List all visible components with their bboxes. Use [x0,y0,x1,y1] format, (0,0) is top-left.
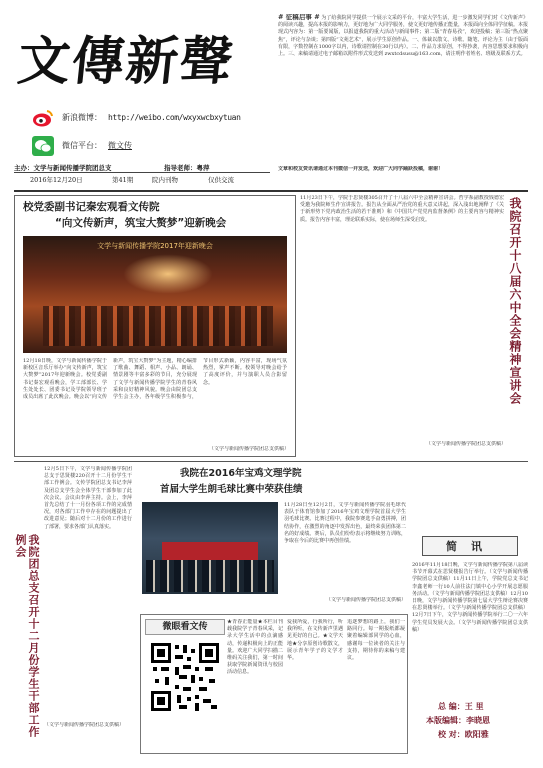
lead-body: 12月18日晚，文学与新闻传播学院于新校区音乐厅举办“向文传新声，筑宝大赘梦”2017年迎新晚会。校党委副书记秦宏观看晚会，学工部部长、学生处处长、团委书记及学院领导班子成员出席了此次晚会。晚会以“向文传新声，筑宝大赘梦”为主题，精心编排了歌曲、舞蹈、相声、小品、朗诵、情景剧等丰富多彩的节目，充分展现了文学与新闻传播学院学生的青春风采和良好精神风貌。晚会由院团总支学生会主办，各年级学生积极参与，节目形式新颖，内容丰富，现场气氛热烈，掌声不断。校领导对晚会给予了高度评价，并与演职人员合影留念。 [23,358,287,401]
issue-info [30,176,270,186]
masthead-rule [14,172,270,173]
mid-center-headline-2: 首届大学生朗毛球比赛中荣获佳绩 [160,484,303,495]
wechat-row [32,136,272,158]
notice-section [278,14,528,186]
news-title-box [422,536,518,556]
lead-photo [23,236,287,353]
wechat-box-col3: 追逐梦想的路上，我们一路同行。每一期报纸都凝聚着编辑部同学的心血，感谢每一位读者的关注与支持，期待你的来稿与建议。 [347,619,405,662]
weibo-logo-icon [32,108,54,128]
credit-layout-name: 李晓恩 [466,716,490,725]
issue-scope: 院内刊物 [152,176,178,184]
wechat-box-col1: ★青春正能量★本栏目刊载我院学子青春风采，记录大学生活中的点滴感动，传递积极向上的正能量。欢迎广大同学扫描二维码关注我们，第一时间获取学院新闻资讯与校园活动信息。 [227,619,283,676]
side-top-body: 11月23日下午，学院于思贤楼305召开了十八届六中全会精神宣讲会。哲学系副教授钱德宏受邀为我院师生作宣讲报告。报告从全面从严治党的重大意义讲起，深入浅出地阐释了《关于新形势下党内政治生活的若干准则》和《中国共产党党内监督条例》的主要内容与精神实质。报告内容丰富，理论联系实际，使在场师生深受启发。 [300,195,504,223]
credit-proof [412,728,528,742]
notice-note: 文章和校友资讯请通过本刊微信一并发送，欢迎广大同学踊跃投稿，谢谢！ [278,166,444,172]
weibo-label: 新浪微博： [62,113,102,122]
credit-editor-name: 王 里 [464,702,484,711]
credit-layout [412,714,528,728]
notice-text: 为了给我院同学提供一个展示文采的平台，丰富大学生活，进一步激发同学们对《文传新声》的阅读兴趣，提高本报的影响力，更好地为广大同学服务，使文更好地传播正能量，本报面向全体同学征稿。本报现式内容为：第一版要闻版，以报道我院的重大活动与新闻事件；第二版“青春易孜”，欢迎投稿；第三版“热点聚焦”，评论与杂谈；第四版“文苑艺术”，展示学生原创作品。一、体裁以散文、诗歌、随笔、评论为主（由于版面有限，字数控制在1000字以内，诗歌请控制在30行以内）。二、作品力求原创，不得抄袭，内容思想要求积极向上。三、来稿请通过电子邮箱以附件形式发送到 zwxtcdsusu@163.com，请注明作者姓名、班级及联系方式。 [278,15,528,58]
team-people [146,560,274,592]
qr-code-icon[interactable] [149,641,221,713]
side-top-story [300,195,528,457]
wechat-box [140,614,408,754]
credit-proof-name: 欧阳雅 [464,730,489,739]
mid-center-headline-1: 我院在2016年宝鸡文理学院 [180,468,302,479]
wechat-logo-icon [32,136,54,156]
wechat-box-col2: 爱我所爱，行我所行，听我所听，在文传新声里遇见更好的自己。★文学天地★分享原创诗歌散文，展示青年学子的文学才华。 [287,619,343,662]
mid-divider [14,461,528,462]
credit-editor [412,700,528,714]
lead-source: （文学与新闻传播学院团总支供稿） [208,446,289,452]
mid-left-story [14,464,134,742]
side-top-source: （文学与新闻传播学院团总支供稿） [425,441,506,447]
side-top-title: 我院召开十八届六中全会精神宣讲会 [508,197,522,405]
weibo-link[interactable]: http://weibo.com/wxyxwcbxytuan [108,113,241,122]
wechat-link[interactable]: 微文传 [108,141,132,150]
news-brief [412,536,528,696]
mid-left-body: 12月5日下午，文学与新闻传播学院团总支于思贤楼220召开十二月份学生干部工作例会。文传学院团总支书记李萍及团总支学生会全体学生干部参加了此次会议。会议由李萍主持。会上，李萍首先总结了十一月份各项工作的完成情况，对各部门工作中存在的问题提出了改进意见；随后对十二月份的工作进行了部署，要求各部门认真落实。 [44,466,132,530]
masthead-advisor: 指导老师：粤萍 [164,164,210,172]
mid-center-body: 11月28日至12月2日，文学与新闻传播学院羽毛球代表队于体育馆参加了2016年宝鸡文理学院首届大学生羽毛球比赛。比赛过程中，我院参赛选手奋勇拼搏，团结协作，在激烈的角逐中发挥出色，最终荣获团体第二名的好成绩。赛后，队员们纷纷表示将继续努力训练，争取在今后的比赛中再创佳绩。 [284,502,406,545]
credit-layout-label: 本版编辑： [426,716,466,725]
notice-body [278,14,528,164]
mid-center-source: （文学与新闻传播学院团总支供稿） [325,597,406,603]
top-divider [14,190,528,192]
news-body: 2016年11月18日晚，文学与新闻传播学院第八届读书节开幕式在思贤楼报告厅举行。（文学与新闻传播学院团总支供稿）11月11日上午，学院党总支书记李鑫老师一行10人前往法门镇中心小学开展志愿服务活动。（文学与新闻传播学院团总支供稿）12月10日晚，文学与新闻传播学院第七届大学生辩论赛决赛在思贤楼举行。（文学与新闻传播学院团总支供稿）12月7日下午，文学与新闻传播学院举行二〇一六年学生党员发展大会。（文学与新闻传播学院团总支供稿） [412,562,528,633]
issue-purpose: 仅供交流 [208,176,234,184]
mid-left-title: 我院团总支召开十二月份学生干部工作例会 [14,534,40,738]
lead-story [14,195,296,457]
credits [412,700,528,756]
issue-date: 2016年12月20日 [30,176,83,184]
weibo-row [32,108,272,130]
wechat-box-title [145,619,225,635]
masthead-host: 主办：文学与新闻传播学院团总支 [14,164,112,172]
dancers-silhouette [43,306,273,346]
mid-left-source: （文学与新闻传播学院团总支供稿） [44,722,125,728]
stage-banner: 文学与新闻传播学院2017年迎新晚会 [97,242,213,250]
masthead [14,14,264,180]
credit-editor-label: 总 编： [438,702,465,711]
lead-headline-1: 校党委副书记秦宏观看文传院 [23,201,160,213]
credit-proof-label: 校 对： [438,730,465,739]
news-title: 简讯 [446,540,496,553]
masthead-title: 文傳新聲 [14,31,238,92]
wechat-label: 微信平台： [62,141,102,150]
issue-number: 第41期 [112,176,134,184]
mid-center-story [140,464,408,612]
team-photo [142,502,278,594]
stage-lights [123,254,213,294]
wechat-box-title-text: 微眼看文传 [162,622,208,632]
notice-heading: # 征稿启事 # [278,14,320,21]
lead-headline-2: “向文传新声，筑宝大赘梦”迎新晚会 [55,217,227,229]
team-banner [162,542,258,562]
